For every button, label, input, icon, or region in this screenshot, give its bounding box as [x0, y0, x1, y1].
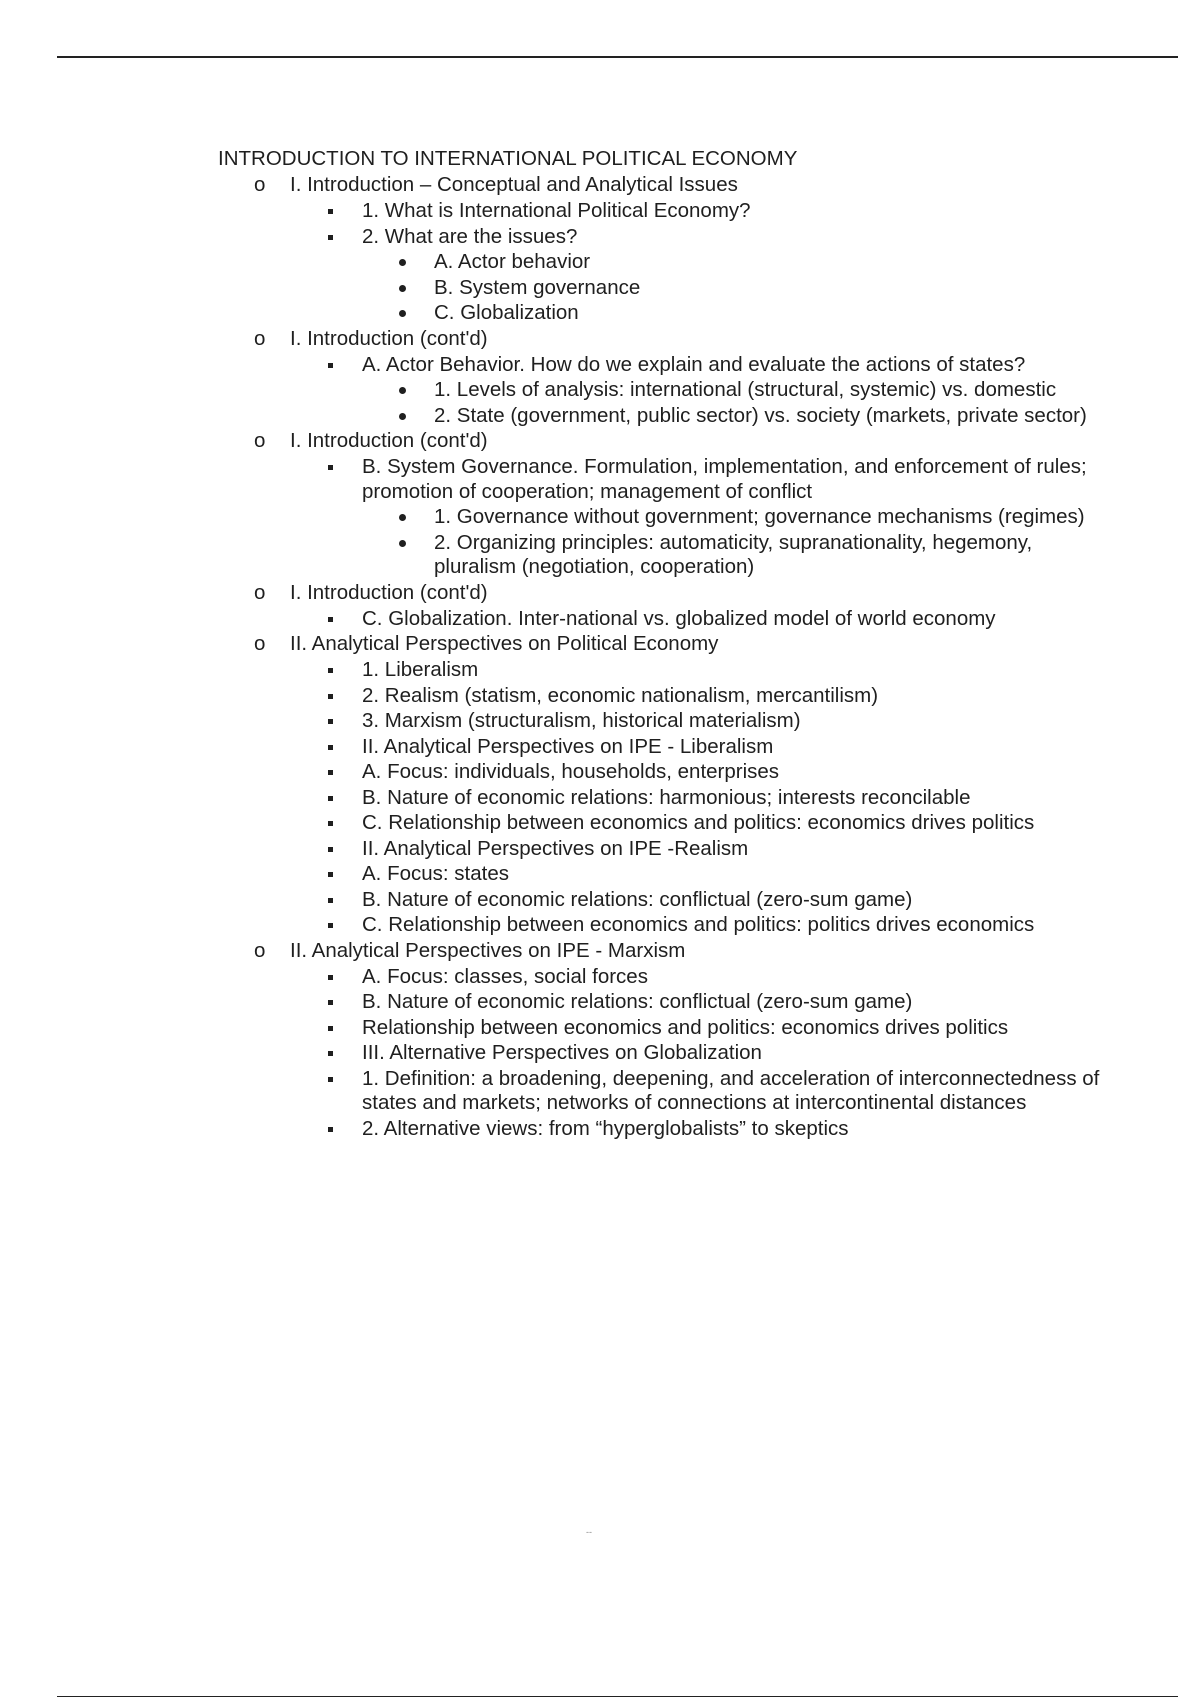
sub-item — [290, 455, 1118, 580]
footer-mark: -- — [586, 1527, 592, 1537]
sub-sub-list — [362, 250, 1118, 326]
outline-item — [218, 580, 1118, 632]
sub-item-text: 2. Realism (statism, economic nationalism, mercantilism) — [362, 683, 879, 707]
sub-item — [290, 1016, 1118, 1041]
sub-item — [290, 760, 1118, 785]
sub-item-text: C. Relationship between economics and politics: economics drives politics — [362, 811, 1035, 834]
square-bullet-icon — [328, 745, 333, 750]
sub-item-text: Relationship between economics and politics: economics drives politics — [362, 1015, 1009, 1039]
square-bullet-icon — [328, 770, 333, 775]
square-bullet-icon — [328, 1000, 333, 1005]
sub-item-text: 1. Liberalism — [362, 658, 479, 681]
sub-item — [290, 1117, 1118, 1142]
outline-item-text: I. Introduction (cont'd) — [290, 326, 488, 350]
sub-item — [290, 684, 1118, 709]
sub-item — [290, 990, 1118, 1015]
square-bullet-icon — [328, 465, 333, 470]
document-title: INTRODUCTION TO INTERNATIONAL POLITICAL ECONOMY — [218, 147, 798, 170]
outline-item-text: II. Analytical Perspectives on IPE - Marxism — [290, 938, 686, 962]
sub-sub-item-text: B. System governance — [434, 275, 641, 299]
sub-item — [290, 888, 1118, 913]
outline-list — [218, 172, 1118, 1141]
outline-item — [218, 631, 1118, 938]
sub-item-text: C. Globalization. Inter-national vs. globalized model of world economy — [362, 606, 996, 630]
outline-item — [218, 172, 1118, 326]
sub-item — [290, 786, 1118, 811]
round-bullet-icon — [399, 514, 406, 521]
sub-sub-item-text: 1. Governance without government; governance mechanisms (regimes) — [434, 505, 1085, 528]
sub-sub-item-text: 2. State (government, public sector) vs. society (markets, private sector) — [434, 403, 1087, 427]
sub-sub-item-text: A. Actor behavior — [434, 250, 591, 273]
sub-sub-item — [362, 250, 1118, 275]
sub-item-text: 2. Alternative views: from “hyperglobalists” to skeptics — [362, 1116, 849, 1140]
square-bullet-icon — [328, 923, 333, 928]
round-bullet-icon — [399, 285, 406, 292]
sub-item-text: II. Analytical Perspectives on IPE -Realism — [362, 836, 749, 860]
sub-item-text: II. Analytical Perspectives on IPE - Liberalism — [362, 734, 774, 758]
outline-item-text: I. Introduction (cont'd) — [290, 580, 488, 604]
sub-sub-item — [362, 301, 1118, 326]
sub-item-text: 3. Marxism (structuralism, historical materialism) — [362, 709, 801, 732]
sub-item-text: B. Nature of economic relations: conflictual (zero-sum game) — [362, 990, 913, 1013]
sub-sub-list — [362, 378, 1118, 428]
circle-bullet-icon: o — [254, 173, 266, 196]
header-rule — [57, 56, 1178, 58]
circle-bullet-icon: o — [254, 326, 266, 350]
sub-item — [290, 607, 1118, 632]
square-bullet-icon — [328, 796, 333, 801]
footer-rule — [57, 1696, 1178, 1697]
sub-item-text: B. System Governance. Formulation, implementation, and enforcement of rules; promotion of cooperation; management of conflict — [362, 455, 1087, 503]
square-bullet-icon — [328, 617, 333, 622]
sub-item — [290, 811, 1118, 836]
sub-sub-item — [362, 505, 1118, 530]
square-bullet-icon — [328, 235, 333, 240]
sub-list — [290, 658, 1118, 938]
round-bullet-icon — [399, 310, 406, 317]
square-bullet-icon — [328, 1051, 333, 1056]
circle-bullet-icon: o — [254, 429, 266, 452]
sub-item — [290, 353, 1118, 429]
round-bullet-icon — [399, 387, 406, 394]
sub-item-text: B. Nature of economic relations: conflictual (zero-sum game) — [362, 887, 913, 911]
sub-item — [290, 837, 1118, 862]
sub-list — [290, 455, 1118, 580]
sub-sub-item — [362, 276, 1118, 301]
sub-item — [290, 965, 1118, 990]
sub-list — [290, 353, 1118, 429]
outline-item — [218, 428, 1118, 580]
sub-list — [290, 965, 1118, 1142]
sub-sub-item — [362, 404, 1118, 429]
sub-item-text: A. Actor Behavior. How do we explain and evaluate the actions of states? — [362, 352, 1026, 376]
sub-item — [290, 1041, 1118, 1066]
sub-item-text: 1. What is International Political Economy? — [362, 199, 751, 222]
square-bullet-icon — [328, 975, 333, 980]
round-bullet-icon — [399, 540, 406, 547]
sub-list — [290, 199, 1118, 326]
sub-item-text: A. Focus: states — [362, 862, 509, 885]
circle-bullet-icon: o — [254, 938, 266, 962]
square-bullet-icon — [328, 668, 333, 673]
round-bullet-icon — [399, 413, 406, 420]
outline-item-text: I. Introduction (cont'd) — [290, 429, 488, 452]
sub-item — [290, 658, 1118, 683]
sub-item — [290, 735, 1118, 760]
square-bullet-icon — [328, 694, 333, 699]
sub-sub-item — [362, 378, 1118, 403]
square-bullet-icon — [328, 872, 333, 877]
sub-item-text: A. Focus: individuals, households, enterprises — [362, 760, 780, 783]
sub-item — [290, 1067, 1118, 1116]
sub-item — [290, 199, 1118, 224]
square-bullet-icon — [328, 821, 333, 826]
sub-item-text: 2. What are the issues? — [362, 224, 578, 248]
sub-item-text: III. Alternative Perspectives on Globalization — [362, 1041, 762, 1064]
sub-sub-list — [362, 505, 1118, 580]
outline-item — [218, 938, 1118, 1142]
square-bullet-icon — [328, 898, 333, 903]
square-bullet-icon — [328, 719, 333, 724]
sub-sub-item-text: 1. Levels of analysis: international (structural, systemic) vs. domestic — [434, 378, 1057, 401]
circle-bullet-icon: o — [254, 580, 266, 604]
round-bullet-icon — [399, 259, 406, 266]
outline-item-text: II. Analytical Perspectives on Political Economy — [290, 632, 719, 655]
square-bullet-icon — [328, 363, 333, 368]
sub-item — [290, 709, 1118, 734]
sub-item — [290, 225, 1118, 326]
sub-item-text: B. Nature of economic relations: harmonious; interests reconcilable — [362, 785, 971, 809]
sub-sub-item-text: 2. Organizing principles: automaticity, supranationality, hegemony, pluralism (negotiation, cooperation) — [434, 530, 1033, 578]
square-bullet-icon — [328, 1127, 333, 1132]
sub-item-text: A. Focus: classes, social forces — [362, 964, 648, 988]
sub-item-text: C. Relationship between economics and politics: politics drives economics — [362, 913, 1035, 936]
outline-item-text: I. Introduction – Conceptual and Analytical Issues — [290, 173, 738, 196]
sub-sub-item-text: C. Globalization — [434, 301, 579, 324]
square-bullet-icon — [328, 847, 333, 852]
square-bullet-icon — [328, 1026, 333, 1031]
sub-item — [290, 862, 1118, 887]
square-bullet-icon — [328, 209, 333, 214]
sub-list — [290, 607, 1118, 632]
document-body — [218, 146, 1118, 1141]
circle-bullet-icon: o — [254, 632, 266, 655]
outline-item — [218, 326, 1118, 429]
sub-item-text: 1. Definition: a broadening, deepening, and acceleration of interconnectedness of states and markets; networks of connections at intercontinental distances — [362, 1066, 1100, 1114]
sub-item — [290, 913, 1118, 938]
sub-sub-item — [362, 531, 1118, 580]
square-bullet-icon — [328, 1077, 333, 1082]
